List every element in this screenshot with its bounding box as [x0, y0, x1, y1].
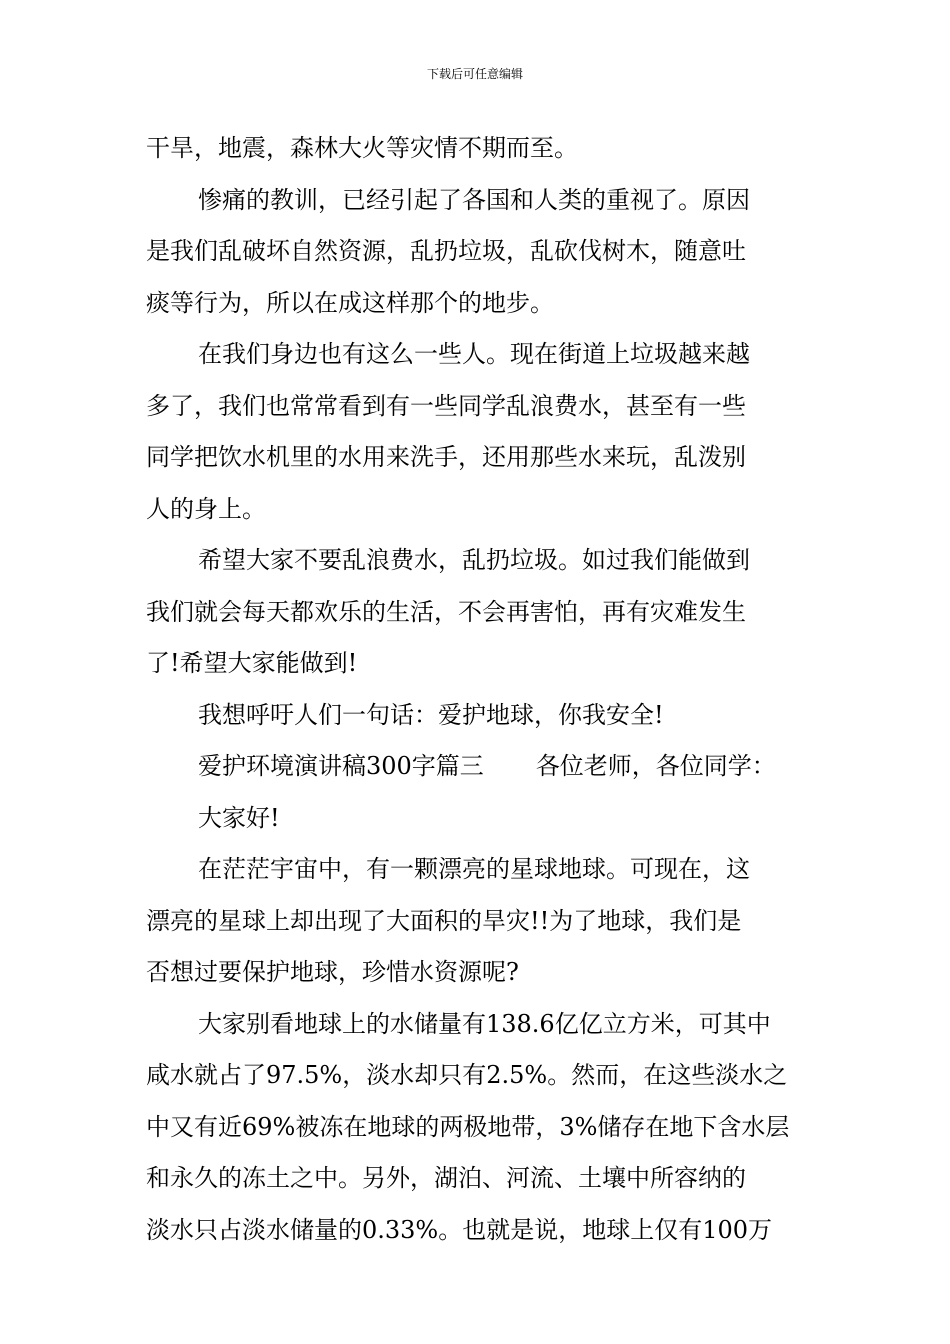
document-body — [146, 123, 806, 1256]
text-line: 中又有近69%被冻在地球的两极地带，3%储存在地下含水层 — [146, 1112, 790, 1141]
paragraph-start: 希望大家不要乱浪费水，乱扔垃圾。如过我们能做到 — [198, 546, 750, 574]
paragraph-start: 在我们身边也有这么一些人。现在街道上垃圾越来越 — [198, 340, 750, 368]
page-header: 下载后可任意编辑 — [426, 67, 523, 81]
paragraph-start: 惨痛的教训，已经引起了各国和人类的重视了。原因 — [198, 185, 750, 214]
text-line: 痰等行为，所以在成这样那个的地步。 — [146, 288, 554, 317]
text-line: 多了，我们也常常看到有一些同学乱浪费水，甚至有一些 — [146, 391, 746, 420]
paragraph-start: 大家别看地球上的水储量有138.6亿亿立方米，可其中 — [198, 1009, 771, 1038]
section-title-line — [146, 741, 806, 793]
text-line: 漂亮的星球上却出现了大面积的旱灾!!为了地球，我们是 — [146, 906, 742, 935]
text-line: 了!希望大家能做到! — [146, 649, 358, 677]
text-line: 同学把饮水机里的水用来洗手，还用那些水来玩，乱泼别 — [146, 443, 746, 471]
text-line: 干旱，地震，森林大火等灾情不期而至。 — [146, 134, 578, 162]
text-line: 我们就会每天都欢乐的生活，不会再害怕，再有灾难发生 — [146, 597, 746, 626]
text-line: 人的身上。 — [146, 494, 266, 523]
text-line: 咸水就占了97.5%，淡水却只有2.5%。然而，在这些淡水之 — [146, 1061, 788, 1089]
paragraph-start: 在茫茫宇宙中，有一颗漂亮的星球地球。可现在，这 — [198, 855, 750, 883]
section-title: 爱护环境演讲稿300字篇三 — [198, 752, 484, 780]
text-line: 是我们乱破坏自然资源，乱扔垃圾，乱砍伐树木，随意吐 — [146, 237, 746, 265]
paragraph-start: 大家好! — [198, 803, 280, 832]
text-line: 淡水只占淡水储量的0.33%。也就是说，地球上仅有100万 — [146, 1215, 773, 1244]
text-line: 和永久的冻土之中。另外，湖泊、河流、土壤中所容纳的 — [146, 1164, 746, 1192]
text-line: 否想过要保护地球，珍惜水资源呢? — [146, 958, 519, 986]
paragraph-start: 我想呼吁人们一句话：爱护地球，你我安全! — [198, 700, 664, 729]
greeting: 各位老师，各位同学： — [535, 752, 776, 780]
